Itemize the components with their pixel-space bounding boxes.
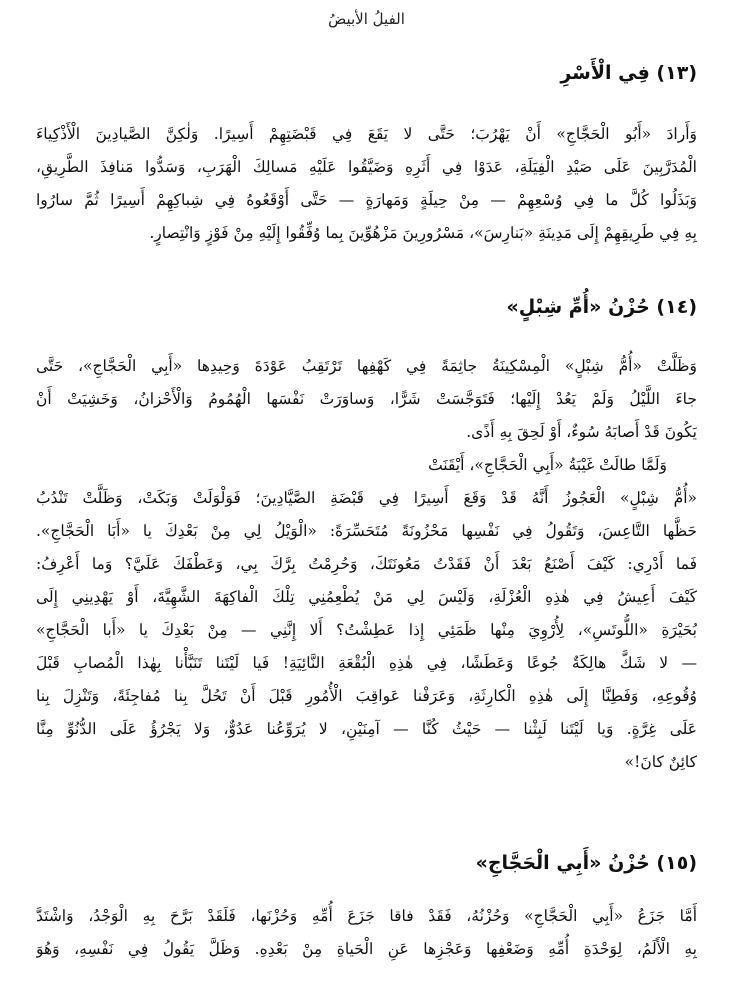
paragraph-line: يَكُونَ قَدْ أَصابَهُ سُوءٌ، أَوْ لَحِقَ بِهِ أَذًى.: [466, 423, 697, 441]
paragraph-line: أَمَّا جَزَعُ «أَبِي الْحَجَّاجِ» وَحُزْنُهُ، فَقَدْ فاقا جَزَعَ أُمِّهِ وَحُزْنَها، فَلَقَدْ بَرَّحَ بِهِ الْوَجْدُ، وَاشْتَدَّ: [36, 907, 697, 925]
paragraph-line: وَظَلَّتْ «أُمُّ شِبْلٍ» الْمِسْكِينَةُ جاثِمَةً فِي كَهْفِها تَرْتَقِبُ عَوْدَةَ وَحِيدِها «أَبِي الْحَجَّاجِ»، حَتَّى: [36, 357, 697, 375]
paragraph-line: — لا شَكَّ هالِكَةٌ جُوعًا وَعَطَشًا، فِي هٰذِهِ الْبُقْعَةِ النَّائِيَةِ! فَيا لَيْتَنا تَنَبَّأْنا بِهٰذا الْمُصابِ قَبْلَ: [36, 654, 697, 672]
paragraph-line: بِهِ فِي طَرِيقِهِمْ إِلَى مَدِينَةِ «بَنارِسَ»، مَسْرُورِينَ مَزْهُوِّينَ بِما وُفِّقُوا إِلَيْهِ مِنْ فَوْزٍ وَانْتِصارٍ.: [149, 224, 697, 242]
section-13-heading: (١٣) فِي الْأَسْرِ: [560, 62, 697, 84]
running-title: الفيلُ الأبيضُ: [328, 10, 405, 28]
paragraph-line: جاءَ اللَّيْلُ وَلَمْ يَعُدْ إِلَيْها؛ فَتَوَجَّسَتْ شَرًّا، وَساوَرَتْ نَفْسَها الْهُمُومُ وَالْأَحْزانُ، وَخَشِيَتْ أَنْ: [36, 390, 697, 408]
paragraph-line: وَأَرادَ «أَبُو الْحَجَّاجِ» أَنْ يَهْرُبَ؛ حَتَّى لا يَقَعَ فِي قَبْضَتِهِمْ أَسِيرًا. وَلٰكِنَّ الصَّيادِينَ الْأَذْكِياءَ: [36, 125, 697, 143]
paragraph-line: بِهِ الْأَلَمُ، لِوَحْدَةِ أُمِّهِ وَضَعْفِها وَعَجْزِها عَنِ الْحَياةِ مِنْ بَعْدِهِ. وَظَلَّ يَقُولُ فِي نَفْسِهِ، وَهُوَ: [36, 940, 697, 958]
section-14-heading: (١٤) حُزْنُ «أُمِّ شِبْلٍ»: [506, 296, 697, 318]
section-13-body: [36, 118, 697, 250]
paragraph-line: الْمُدَرَّبِينَ عَلَى صَيْدِ الْفِيَلَةِ، عَدَوْا فِي أَثَرِهِ وَضَيَّقُوا عَلَيْهِ مَسالِكَ الْهَرَبِ، وَسَدُّوا مَنافِذَ الطَّرِيقِ،: [36, 158, 697, 176]
paragraph-line: كَيْفَ أَعِيشُ فِي هٰذِهِ الْعُزْلَةِ، وَلَيْسَ لِي مَنْ يُطْعِمُنِي تِلْكَ الْفاكِهَةَ الشَّهِيَّةَ، أَوْ يَهْدِينِي إِلَى: [36, 588, 697, 606]
paragraph-line: «أُمُّ شِبْلٍ» الْعَجُوزُ أَنَّهُ قَدْ وَقَعَ أَسِيرًا فِي قَبْضَةِ الصَّيَّادِينَ؛ فَوَلْوَلَتْ وَبَكَتْ، وَظَلَّتْ تَنْدُبُ: [36, 489, 697, 507]
paragraph-line: وَلَمَّا طالَتْ غَيْبَةُ «أَبِي الْحَجَّاجِ»، أَيْقَنَتْ: [428, 456, 667, 474]
paragraph-line: فَما أَدْرِي: كَيْفَ أَصْنَعُ بَعْدَ أَنْ فَقَدْتُ مَعُونَتَكَ، وَحُرِمْتُ بِرَّكَ بِي، وَعَطْفَكَ عَلَيَّ؟ وَما أَعْرِفُ:: [36, 555, 697, 573]
paragraph-line: كائِنٌ كانَ!»: [624, 753, 697, 771]
section-15-body: [36, 900, 697, 966]
paragraph-line: عَلَى غِرَّةٍ. وَيا لَيْتَنا لَبِثْنا — حَيْثُ كُنَّا — آمِنَيْنِ، لا يُرَوِّعُنا عَدُوٌّ، وَلا يَجْرُؤُ عَلَى الدُّنُوِّ مِنَّا: [36, 720, 697, 738]
section-14-body: [36, 350, 697, 779]
paragraph-line: وُقُوعِهِ، وَفَطِنَّا إِلَى هٰذِهِ الْكارِثَةِ، وَعَرَفْنا عَواقِبَ الْأُمُورِ قَبْلَ أَنْ تَحُلَّ بِنا مُفاجِئَةً، وَتَنْزِلَ بِنا: [36, 687, 697, 705]
paragraph-line: حَظَّها التَّاعِسَ، وَتَقُولُ فِي نَفْسِها مَحْزُونَةً مُتَحَسِّرَةً: «الْوَيْلُ لِي مِنْ بَعْدِكَ يا «أَبَا الْحَجَّاجِ».: [36, 522, 697, 540]
paragraph-line: وَبَذَلُوا كُلَّ ما فِي وُسْعِهِمْ — مِنْ حِيلَةٍ وَمَهارَةٍ — حَتَّى أَوْقَعُوهُ فِي شِباكِهِمْ أَسِيرًا ثُمَّ سارُوا: [36, 191, 697, 209]
paragraph-line: بُحَيْرَةِ «اللُّوتَسِ»، لِأُرْوِيَ مِنْها ظَمَئِي إِذا عَطِشْتُ؟ أَلا إِنَّنِي — مِنْ بَعْدِكَ يا «أَبا الْحَجَّاجِ»: [36, 621, 697, 639]
section-15-heading: (١٥) حُزْنُ «أَبِي الْحَجَّاجِ»: [475, 852, 697, 874]
